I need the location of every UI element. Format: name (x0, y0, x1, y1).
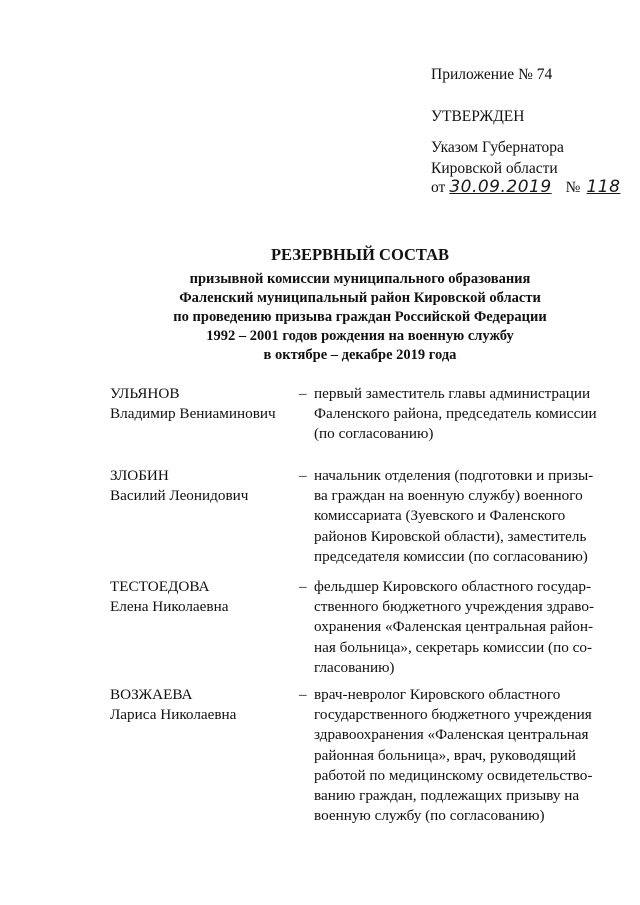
member-given-names: Лариса Николаевна (110, 706, 237, 724)
member-dash: – (299, 385, 307, 402)
member-surname: ЗЛОБИН (110, 467, 169, 484)
title-main: РЕЗЕРВНЫЙ СОСТАВ (270, 245, 450, 264)
member-role (314, 384, 600, 445)
member-name (110, 685, 290, 725)
role-line: председателя комиссии (по согласованию) (314, 547, 588, 565)
member-dash: – (299, 578, 307, 595)
decree-line-2: Кировской области (431, 160, 558, 177)
member-surname: ВОЗЖАЕВА (110, 686, 193, 703)
member-given-names: Василий Леонидович (110, 487, 249, 505)
role-line: работой по медицинскому освидетельство- (314, 766, 593, 784)
decree-line-1: Указом Губернатора (431, 139, 564, 156)
title-line: 1992 – 2001 годов рождения на военную службу (206, 328, 514, 344)
role-line: ственного бюджетного учреждения здраво- (314, 598, 595, 616)
role-line: государственного бюджетного учреждения (314, 706, 592, 724)
role-line: ная больница», секретарь комиссии (по со- (314, 638, 593, 656)
role-line: военную службу (по согласованию) (314, 807, 545, 825)
role-line: фельдшер Кировского областного государ- (314, 578, 592, 595)
member-given-names: Елена Николаевна (110, 598, 229, 616)
handwritten-number: 118 (586, 177, 621, 197)
member-role (314, 466, 600, 567)
member-role (314, 577, 600, 678)
role-line: (по согласованию) (314, 425, 434, 443)
approved-label: УТВЕРЖДЕН (431, 108, 525, 125)
role-line: районная больница», врач, руководящий (314, 746, 576, 764)
document-title (0, 244, 640, 365)
title-line: по проведению призыва граждан Российской Федерации (173, 309, 547, 325)
handwritten-date: 30.09.2019 (449, 177, 552, 197)
role-line: районов Кировской области), заместитель (314, 527, 587, 545)
title-line: Фаленский муниципальный район Кировской области (179, 290, 541, 306)
role-line: начальник отделения (подготовки и призы- (314, 467, 594, 484)
member-name (110, 384, 290, 424)
appendix-number: Приложение № 74 (431, 66, 553, 83)
member-surname: УЛЬЯНОВ (110, 385, 180, 402)
member-name (110, 466, 290, 506)
role-line: ванию граждан, подлежащих призыву на (314, 787, 580, 805)
member-role (314, 685, 600, 826)
role-line: здравоохранения «Фаленская центральная (314, 726, 589, 744)
member-given-names: Владимир Вениаминович (110, 405, 276, 423)
role-line: комиссариата (Зуевского и Фаленского (314, 507, 566, 525)
from-prefix: от (431, 179, 446, 196)
member-dash: – (299, 686, 307, 703)
decree-date-line (431, 177, 620, 198)
role-line: врач-невролог Кировского областного (314, 686, 561, 703)
role-line: первый заместитель главы администрации (314, 385, 591, 402)
role-line: Фаленского района, председатель комиссии (314, 405, 597, 423)
role-line: гласованию) (314, 658, 395, 676)
role-line: охранения «Фаленская центральная район- (314, 618, 594, 636)
title-line: в октябре – декабре 2019 года (263, 347, 457, 363)
member-dash: – (299, 467, 307, 484)
number-sign: № (565, 179, 581, 196)
member-surname: ТЕСТОЕДОВА (110, 578, 210, 595)
title-line: призывной комиссии муниципального образования (189, 271, 531, 287)
member-name (110, 577, 290, 617)
role-line: ва граждан на военную службу) военного (314, 487, 583, 505)
